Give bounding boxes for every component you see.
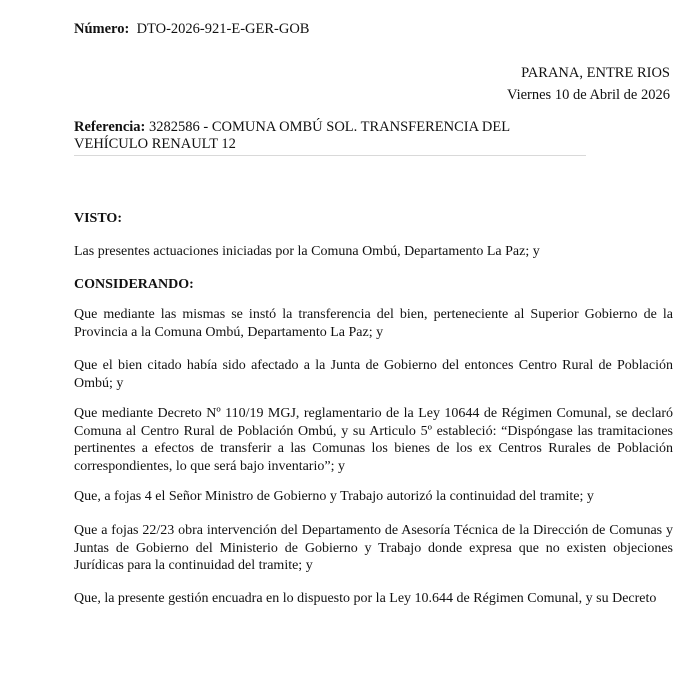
considerando-paragraph-4: Que, a fojas 4 el Señor Ministro de Gobierno y Trabajo autorizó la continuidad del tramite; y [74,489,594,504]
considerando-paragraph-5: Que a fojas 22/23 obra intervención del Departamento de Asesoría Técnica de la Dirección de Comunas y Juntas de Gobierno del Ministerio de Gobierno y Trabajo donde expresa que no existen objeciones Jurídicas para la continuidad del tramite; y [74,523,673,573]
numero-label: Número: [74,21,130,37]
place-date-block [507,62,670,106]
considerando-heading: CONSIDERANDO: [74,277,194,292]
visto-paragraph: Las presentes actuaciones iniciadas por la Comuna Ombú, Departamento La Paz; y [74,244,540,259]
visto-heading: VISTO: [74,211,122,226]
date: Viernes 10 de Abril de 2026 [506,87,670,103]
reference-divider [74,155,586,156]
considerando-paragraph-1: Que mediante las mismas se instó la transferencia del bien, perteneciente al Superior Gobierno de la Provincia a la Comuna Ombú, Departamento La Paz; y [74,307,673,340]
referencia-label: Referencia: [74,119,146,135]
considerando-paragraph-2: Que el bien citado había sido afectado a la Junta de Gobierno del entonces Centro Rural de Población Ombú; y [74,358,673,391]
document-number [74,21,309,38]
numero-value: DTO-2026-921-E-GER-GOB [136,21,310,37]
referencia-text: 3282586 - COMUNA OMBÚ SOL. TRANSFERENCIA DEL VEHÍCULO RENAULT 12 [74,119,510,152]
considerando-paragraph-6: Que, la presente gestión encuadra en lo dispuesto por la Ley 10.644 de Régimen Comunal, y su Decreto [74,591,657,606]
place: PARANA, ENTRE RIOS [521,65,670,81]
considerando-paragraph-3: Que mediante Decreto Nº 110/19 MGJ, reglamentario de la Ley 10644 de Régimen Comunal, se declaró Comuna al Centro Rural de Población Ombú, y su Articulo 5º estableció: “Dispóngase las tramitaciones pertinentes a efectos de transferir a las Comunas los bienes de los ex Centros Rurales de Población correspondientes, lo que será bajo inventario”; y [74,406,673,474]
reference-block [74,119,584,153]
